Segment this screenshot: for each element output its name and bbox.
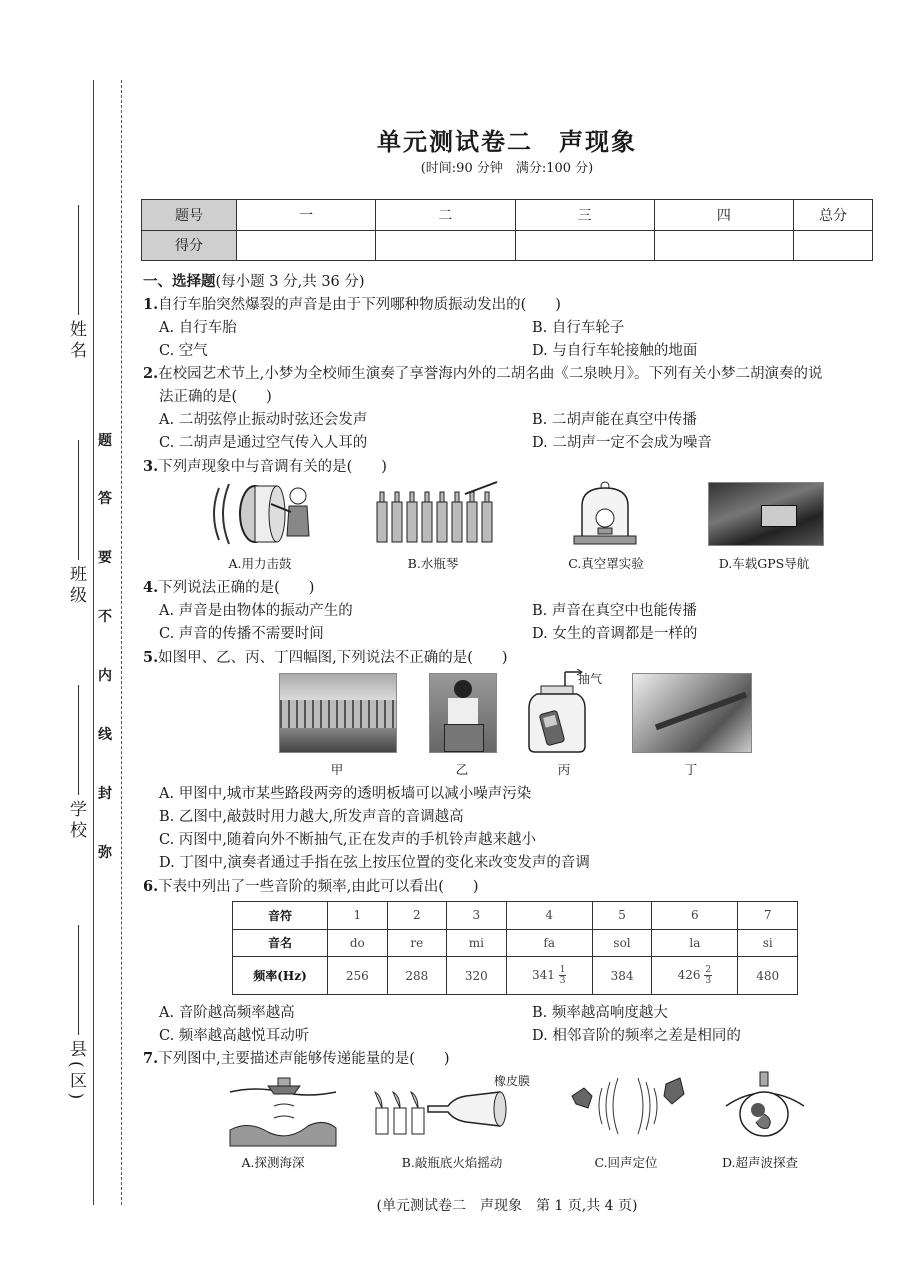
- name-cell: la: [652, 929, 738, 957]
- page-title: 单元测试卷二 声现象: [377, 127, 637, 156]
- drum-girl-photo: [429, 673, 497, 753]
- freq-cell: 320: [447, 957, 507, 995]
- option-b[interactable]: B. 二胡声能在真空中传播: [532, 412, 697, 428]
- note-cell: 4: [506, 902, 592, 930]
- question-number: 2.: [143, 365, 159, 382]
- question-4: [143, 576, 314, 597]
- option-d[interactable]: D. 丁图中,演奏者通过手指在弦上按压位置的变化来改变发声的音调: [159, 855, 590, 871]
- question-stem: 下列图中,主要描述声能够传递能量的是( ): [158, 1051, 450, 1067]
- name-cell: re: [387, 929, 447, 957]
- freq-fraction: [559, 965, 567, 986]
- name-cell: si: [738, 929, 798, 957]
- option-d[interactable]: D. 相邻音阶的频率之差是相同的: [532, 1028, 741, 1044]
- name-cell: sol: [592, 929, 652, 957]
- fraction-denominator: 3: [705, 976, 712, 986]
- binding-dashed-line: [121, 80, 122, 1205]
- seal-char: 答: [98, 491, 112, 507]
- question-3: [143, 455, 387, 476]
- page-subtitle: (时间:90 分钟 满分:100 分): [420, 161, 594, 176]
- option-b[interactable]: B. 频率越高响度越大: [532, 1005, 668, 1021]
- score-col-header: 二: [376, 200, 515, 231]
- seal-char: 封: [98, 786, 112, 802]
- freq-cell: 288: [387, 957, 447, 995]
- seal-char: 要: [98, 550, 112, 566]
- freq-cell: 480: [738, 957, 798, 995]
- question-stem: 下列说法正确的是( ): [158, 580, 315, 596]
- option-b[interactable]: B. 乙图中,敲鼓时用力越大,所发声音的音调越高: [159, 809, 464, 825]
- note-cell: 6: [652, 902, 738, 930]
- fraction-numerator: 1: [559, 965, 566, 975]
- school-fill-line: [78, 685, 79, 795]
- class-label: 班级: [66, 565, 86, 607]
- question-number: 7.: [143, 1050, 159, 1067]
- option-d[interactable]: D. 与自行车轮接触的地面: [532, 343, 698, 359]
- note-cell: 5: [592, 902, 652, 930]
- page-footer: (单元测试卷二 声现象 第 1 页,共 4 页): [376, 1198, 638, 1214]
- water-bottles-figure: [373, 480, 498, 545]
- question-number: 4.: [143, 579, 159, 596]
- class-fill-line: [78, 440, 79, 560]
- score-col-header: 一: [237, 200, 376, 231]
- membrane-label: 橡皮膜: [494, 1074, 531, 1088]
- school-label: 学校: [66, 800, 86, 842]
- question-number: 5.: [143, 649, 159, 666]
- score-cell[interactable]: [237, 230, 376, 261]
- score-cell[interactable]: [376, 230, 515, 261]
- score-table: [141, 199, 873, 261]
- figure-caption: B.水瓶琴: [407, 556, 459, 571]
- question-number: 3.: [143, 458, 159, 475]
- figure-caption: D.超声波探查: [721, 1155, 799, 1170]
- option-b[interactable]: B. 声音在真空中也能传播: [532, 603, 697, 619]
- county-fill-line: [78, 925, 79, 1035]
- score-row-label: 得分: [142, 230, 237, 261]
- freq-whole: 341: [531, 968, 555, 982]
- section-note: (每小题 3 分,共 36 分): [215, 274, 365, 290]
- option-a[interactable]: A. 自行车胎: [159, 320, 237, 336]
- note-cell: 7: [738, 902, 798, 930]
- score-cell[interactable]: [515, 230, 654, 261]
- question-stem: 在校园艺术节上,小梦为全校师生演奏了享誉海内外的二胡名曲《二泉映月》。下列有关小梦二胡演奏的说: [158, 366, 823, 382]
- score-cell[interactable]: [794, 230, 873, 261]
- seal-char: 线: [98, 727, 112, 743]
- figure-caption: 甲: [330, 762, 344, 777]
- freq-cell: [652, 957, 738, 995]
- seal-char: 题: [98, 433, 112, 449]
- freq-cell: 384: [592, 957, 652, 995]
- section-title: 一、选择题: [143, 273, 216, 290]
- name-label: 姓名: [66, 320, 86, 362]
- option-c[interactable]: C. 丙图中,随着向外不断抽气,正在发声的手机铃声越来越小: [159, 832, 537, 848]
- figure-caption: 丁: [684, 762, 698, 777]
- option-d[interactable]: D. 女生的音调都是一样的: [532, 626, 698, 642]
- ultrasound-figure: [720, 1070, 810, 1146]
- figure-caption: B.敲瓶底火焰摇动: [401, 1155, 503, 1170]
- option-a[interactable]: A. 二胡弦停止振动时弦还会发声: [159, 412, 368, 428]
- pump-label: 抽气: [578, 672, 603, 686]
- option-c[interactable]: C. 频率越高越悦耳动听: [159, 1028, 310, 1044]
- question-6: [143, 875, 479, 896]
- drum-figure: [205, 478, 320, 550]
- section-heading: [143, 270, 365, 291]
- question-5: [143, 646, 508, 667]
- question-number: 6.: [143, 878, 159, 895]
- option-a[interactable]: A. 甲图中,城市某些路段两旁的透明板墙可以减小噪声污染: [159, 786, 532, 802]
- name-cell: mi: [447, 929, 507, 957]
- question-number: 1.: [143, 296, 159, 313]
- score-col-header: 总分: [794, 200, 873, 231]
- note-cell: 1: [328, 902, 388, 930]
- freq-cell: [506, 957, 592, 995]
- freq-row-label: 音符: [233, 902, 328, 930]
- score-col-header: 三: [515, 200, 654, 231]
- violin-bow: [655, 692, 747, 730]
- name-cell: fa: [506, 929, 592, 957]
- score-col-header: 四: [654, 200, 793, 231]
- figure-caption: 乙: [455, 762, 469, 777]
- gps-screen: [761, 505, 797, 527]
- freq-row-label: 音名: [233, 929, 328, 957]
- score-cell[interactable]: [654, 230, 793, 261]
- question-stem: 下列声现象中与音调有关的是( ): [158, 459, 387, 475]
- figure-caption: A.探测海深: [241, 1155, 305, 1170]
- fraction-denominator: 3: [559, 976, 566, 986]
- option-c[interactable]: C. 声音的传播不需要时间: [159, 626, 324, 642]
- option-a[interactable]: A. 音阶越高频率越高: [159, 1005, 295, 1021]
- barrier-panels: [280, 700, 396, 728]
- fraction-numerator: 2: [705, 965, 712, 975]
- freq-cell: 256: [328, 957, 388, 995]
- question-stem-cont: 法正确的是( ): [159, 389, 272, 405]
- name-fill-line: [78, 205, 79, 315]
- figure-caption: A.用力击鼓: [228, 556, 292, 571]
- sound-barrier-photo: [279, 673, 397, 753]
- option-b[interactable]: B. 自行车轮子: [532, 320, 625, 336]
- note-cell: 2: [387, 902, 447, 930]
- frequency-table: [232, 901, 798, 995]
- question-stem: 如图甲、乙、丙、丁四幅图,下列说法不正确的是( ): [158, 650, 508, 666]
- option-d[interactable]: D. 二胡声一定不会成为噪音: [532, 435, 712, 451]
- seal-char: 弥: [98, 845, 112, 861]
- option-c[interactable]: C. 二胡声是通过空气传入人耳的: [159, 435, 368, 451]
- note-cell: 3: [447, 902, 507, 930]
- figure-caption: C.回声定位: [594, 1155, 658, 1170]
- name-cell: do: [328, 929, 388, 957]
- option-c[interactable]: C. 空气: [159, 343, 208, 359]
- figure-caption: C.真空罩实验: [568, 556, 644, 571]
- bat-echo-figure: [568, 1074, 688, 1144]
- freq-row-label: 频率(Hz): [233, 957, 328, 995]
- girl-head: [454, 680, 472, 698]
- county-label: 县(区): [66, 1040, 86, 1104]
- score-table-header: 题号: [142, 200, 237, 231]
- seal-char: 内: [98, 668, 112, 684]
- drum-shape: [444, 724, 484, 752]
- sea-depth-figure: [228, 1070, 338, 1148]
- question-7: [143, 1047, 450, 1068]
- option-a[interactable]: A. 声音是由物体的振动产生的: [159, 603, 353, 619]
- freq-fraction: [704, 965, 712, 986]
- freq-whole: 426: [677, 968, 701, 982]
- binding-solid-line: [93, 80, 94, 1205]
- girl-shirt: [448, 698, 478, 724]
- question-1: [143, 293, 561, 314]
- violin-photo: [632, 673, 752, 753]
- question-stem: 自行车胎突然爆裂的声音是由于下列哪种物质振动发出的( ): [158, 297, 561, 313]
- question-stem: 下表中列出了一些音阶的频率,由此可以看出( ): [158, 879, 479, 895]
- figure-caption: D.车载GPS导航: [718, 556, 810, 571]
- vacuum-bell-figure: [570, 480, 640, 548]
- question-2: [143, 362, 823, 383]
- figure-caption: 丙: [557, 762, 571, 777]
- car-gps-photo: [708, 482, 824, 546]
- seal-char: 不: [98, 609, 112, 625]
